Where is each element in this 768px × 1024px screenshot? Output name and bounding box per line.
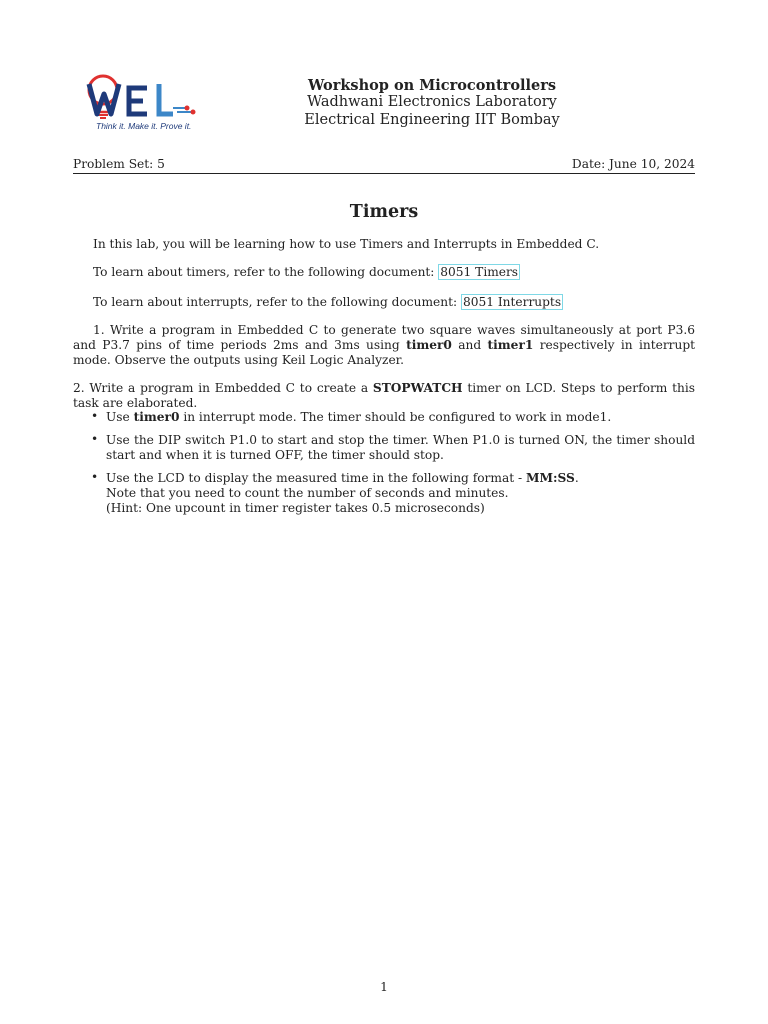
question-2: 2. Write a program in Embedded C to create a STOPWATCH timer on LCD. Steps to perform this task are elaborated. bbox=[73, 381, 696, 410]
bullet-icon: • bbox=[91, 470, 99, 484]
task-steps-list bbox=[91, 410, 695, 516]
wel-logo bbox=[73, 70, 211, 133]
list-item: • Use the LCD to display the measured time in the following format - MM:SS. Note that you need to count the number of seconds and minutes. (Hint: One upcount in timer register takes 0.5 microseconds) bbox=[91, 470, 579, 515]
department-name: Electrical Engineering IIT Bombay bbox=[304, 112, 560, 128]
intro-paragraph: In this lab, you will be learning how to use Timers and Interrupts in Embedded C. bbox=[93, 237, 600, 251]
timers-reference: To learn about timers, refer to the following document: 8051 Timers bbox=[93, 265, 519, 279]
header-divider bbox=[73, 173, 695, 174]
list-item: • Use the DIP switch P1.0 to start and stop the timer. When P1.0 is turned ON, the timer should start and when it is turned OFF, the timer should stop. bbox=[91, 432, 695, 462]
bullet-icon: • bbox=[91, 409, 99, 423]
question-1: 1. Write a program in Embedded C to generate two square waves simultaneously at port P3.6 and P3.7 pins of time periods 2ms and 3ms using timer0 and timer1 respectively in interrupt mode. Observe the outputs using Keil Logic Analyzer. bbox=[73, 323, 696, 367]
bullet-icon: • bbox=[91, 432, 99, 446]
timers-doc-link[interactable]: 8051 Timers bbox=[440, 265, 519, 279]
page-title: Timers bbox=[349, 202, 419, 222]
interrupts-reference: To learn about interrupts, refer to the following document: 8051 Interrupts bbox=[93, 295, 562, 309]
workshop-title: Workshop on Microcontrollers bbox=[307, 77, 557, 94]
list-item: • Use timer0 in interrupt mode. The timer should be configured to work in mode1. bbox=[91, 409, 612, 424]
interrupts-doc-link[interactable]: 8051 Interrupts bbox=[462, 295, 562, 309]
page-number: 1 bbox=[380, 980, 388, 994]
lab-name: Wadhwani Electronics Laboratory bbox=[307, 94, 557, 110]
logo-tagline: Think it. Make it. Prove it. bbox=[96, 121, 192, 131]
date-label: Date: June 10, 2024 bbox=[571, 157, 695, 171]
problem-set-label: Problem Set: 5 bbox=[73, 157, 165, 171]
